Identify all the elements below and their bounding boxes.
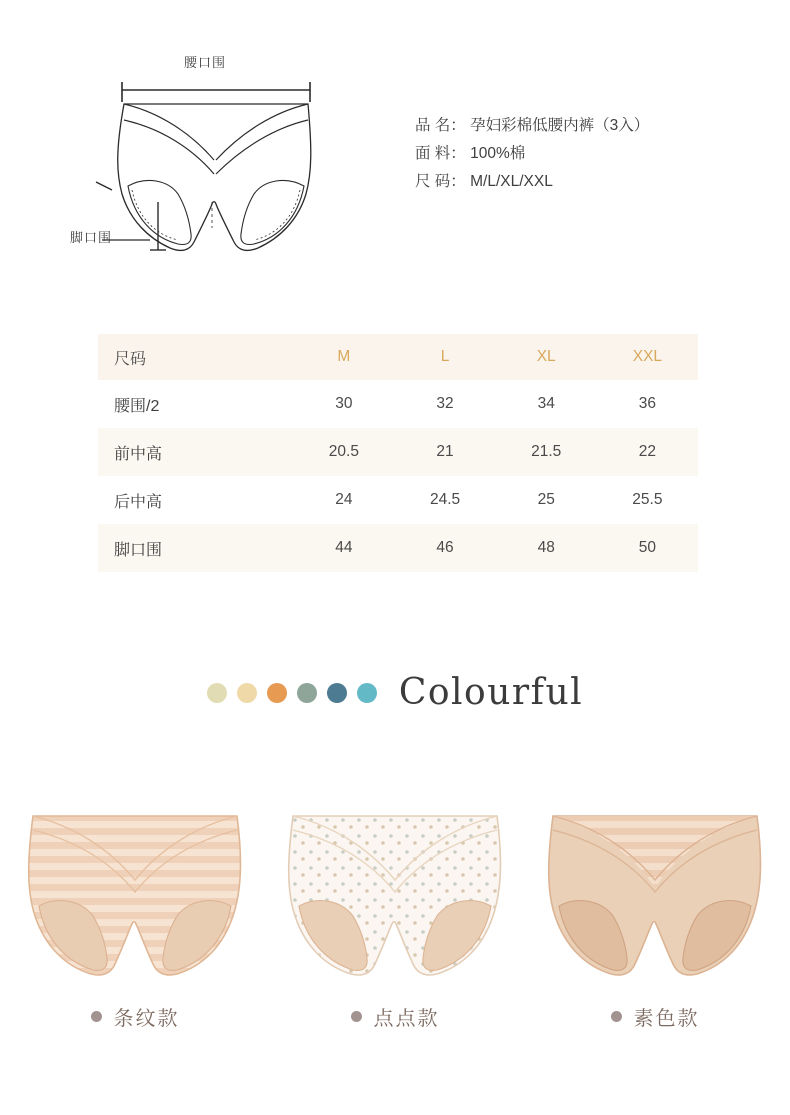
bullet-dot-icon [351, 1011, 362, 1022]
table-row [98, 380, 698, 428]
row-value: 36 [638, 395, 657, 412]
product-overview-section [0, 0, 790, 290]
product-variant-striped[interactable] [10, 800, 260, 1031]
bullet-dot-icon [91, 1011, 102, 1022]
product-label: 素色款 [633, 1008, 700, 1030]
row-label: 前中高 [114, 445, 163, 463]
row-value: 21 [436, 443, 454, 460]
table-header-m: M [337, 348, 351, 365]
solid-panty-illustration [535, 800, 775, 980]
dotted-panty-illustration [275, 800, 515, 980]
color-swatch [267, 683, 287, 703]
color-swatch [207, 683, 227, 703]
spec-material: 面 料： 100%棉 [415, 145, 526, 162]
row-value: 24.5 [429, 491, 461, 508]
spec-sizes: 尺 码： M/L/XL/XXL [415, 173, 553, 190]
table-header-size: 尺码 [114, 350, 147, 368]
product-variant-dotted[interactable] [270, 800, 520, 1031]
row-value: 24 [335, 491, 353, 508]
color-swatch [297, 683, 317, 703]
colourful-title: Colourful [398, 672, 584, 713]
table-header-xxl: XXL [632, 348, 663, 365]
garment-diagram [62, 52, 362, 267]
spec-product-name: 品 名： 孕妇彩棉低腰内裤（3入） [415, 117, 650, 134]
product-caption-solid [611, 1002, 700, 1031]
row-value: 30 [335, 395, 353, 412]
spec-list [415, 112, 649, 196]
row-label: 脚口围 [114, 541, 163, 559]
product-label: 点点款 [373, 1008, 440, 1030]
product-photo-solid [535, 800, 775, 980]
color-swatch [237, 683, 257, 703]
row-value: 21.5 [531, 443, 562, 460]
product-caption-striped [91, 1002, 180, 1031]
row-label: 后中高 [114, 493, 163, 511]
row-value: 32 [436, 395, 454, 412]
table-row [98, 428, 698, 476]
row-value: 48 [537, 539, 555, 556]
diagram-waist-label: 腰口围 [184, 55, 227, 70]
row-value: 20.5 [328, 443, 359, 460]
row-value: 25.5 [632, 491, 663, 508]
color-swatch [327, 683, 347, 703]
row-value: 34 [537, 395, 555, 412]
product-variant-solid[interactable] [530, 800, 780, 1031]
row-value: 50 [638, 539, 657, 556]
table-row [98, 524, 698, 572]
table-header-row [98, 334, 698, 380]
product-variant-gallery [0, 800, 790, 1031]
striped-panty-illustration [15, 800, 255, 980]
table-row [98, 476, 698, 524]
product-photo-dotted [275, 800, 515, 980]
product-photo-striped [15, 800, 255, 980]
table-header-l: L [440, 348, 450, 365]
product-label: 条纹款 [113, 1008, 180, 1030]
bullet-dot-icon [611, 1011, 622, 1022]
color-swatch [357, 683, 377, 703]
row-value: 44 [335, 539, 353, 556]
colourful-banner [0, 672, 790, 713]
color-swatch-list [207, 683, 377, 703]
row-value: 22 [638, 443, 657, 460]
size-chart-table [98, 334, 698, 572]
row-value: 25 [537, 491, 555, 508]
product-caption-dotted [351, 1002, 440, 1031]
row-label: 腰围/2 [114, 397, 160, 415]
diagram-leg-label: 脚口围 [70, 230, 113, 245]
row-value: 46 [436, 539, 454, 556]
table-header-xl: XL [536, 348, 556, 365]
